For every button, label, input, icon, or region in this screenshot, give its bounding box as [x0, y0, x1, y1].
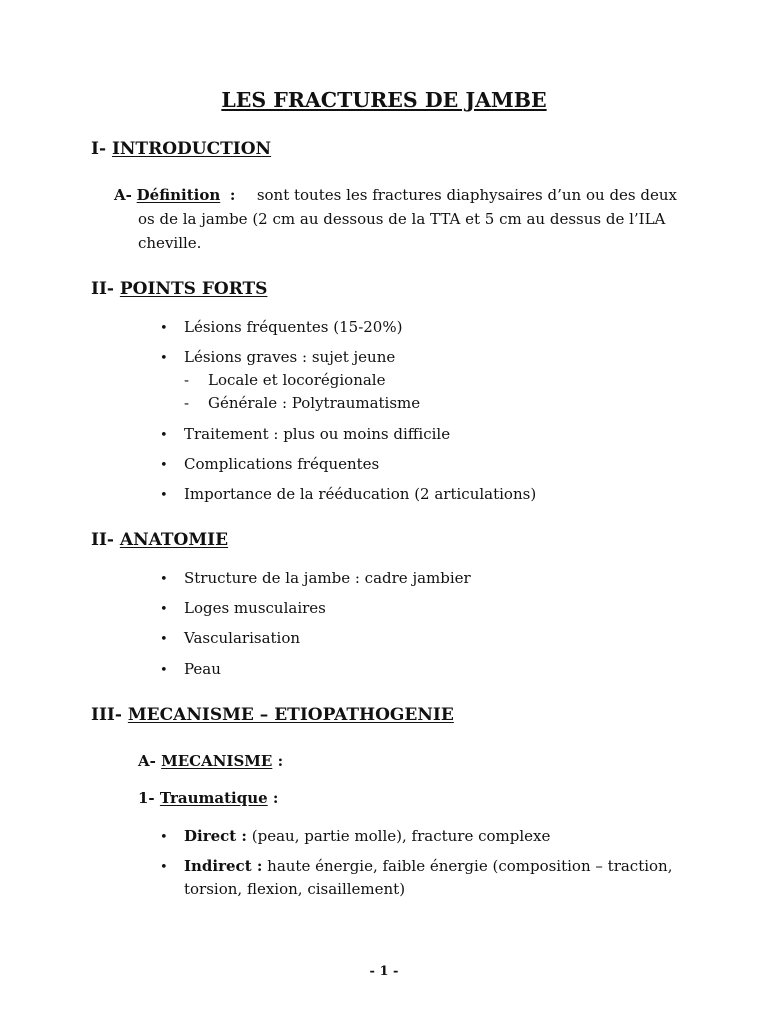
title-text: LES FRACTURES DE JAMBE	[221, 88, 547, 112]
section-heading-points-forts: II- POINTS FORTS	[91, 279, 268, 299]
definition-term: Définition	[136, 186, 221, 204]
bullet-icon: •	[160, 632, 168, 647]
list-item-continuation: torsion, flexion, cisaillement)	[184, 880, 406, 898]
definition-text-1: sont toutes les fractures diaphysaires d’un ou des deux	[256, 186, 677, 204]
bullet-icon: •	[160, 663, 168, 678]
bullet-icon: •	[160, 428, 168, 443]
bullet-icon: •	[160, 602, 168, 617]
definition-line-1: A- Définition : sont toutes les fractures diaphysaires d’un ou des deux	[114, 186, 677, 204]
sub-list-item: - Générale : Polytraumatisme	[184, 394, 421, 412]
list-item: • Structure de la jambe : cadre jambier	[160, 569, 471, 587]
section-heading-mecanisme: III- MECANISME – ETIOPATHOGENIE	[91, 705, 454, 725]
bullet-icon: •	[160, 830, 168, 845]
section-heading-anatomie: II- ANATOMIE	[91, 530, 229, 550]
page-number: - 1 -	[369, 964, 399, 979]
definition-line-3: cheville.	[138, 234, 202, 252]
list-item: • Indirect : haute énergie, faible énergie (composition – traction,	[160, 857, 673, 875]
list-item: • Direct : (peau, partie molle), fracture complexe	[160, 827, 551, 845]
list-item: • Lésions graves : sujet jeune	[160, 348, 396, 366]
subheading-mecanisme: A- MECANISME :	[138, 752, 284, 770]
sub-list-item: - Locale et locorégionale	[184, 371, 386, 389]
list-item: • Importance de la rééducation (2 articulations)	[160, 485, 537, 503]
section-heading-introduction: I- INTRODUCTION	[91, 139, 272, 159]
list-item: • Lésions fréquentes (15-20%)	[160, 318, 403, 336]
list-item: • Loges musculaires	[160, 599, 326, 617]
list-item: • Peau	[160, 660, 221, 678]
bullet-icon: •	[160, 572, 168, 587]
list-item: • Vascularisation	[160, 629, 301, 647]
document-title	[0, 88, 768, 112]
bullet-icon: •	[160, 321, 168, 336]
bullet-icon: •	[160, 351, 168, 366]
subheading-traumatique: 1- Traumatique :	[138, 789, 279, 807]
definition-line-2: os de la jambe (2 cm au dessous de la TTA et 5 cm au dessus de l’ILA	[138, 210, 666, 228]
bullet-icon: •	[160, 488, 168, 503]
bullet-icon: •	[160, 458, 168, 473]
list-item: • Complications fréquentes	[160, 455, 380, 473]
list-item: • Traitement : plus ou moins difficile	[160, 425, 451, 443]
bullet-icon: •	[160, 860, 168, 875]
